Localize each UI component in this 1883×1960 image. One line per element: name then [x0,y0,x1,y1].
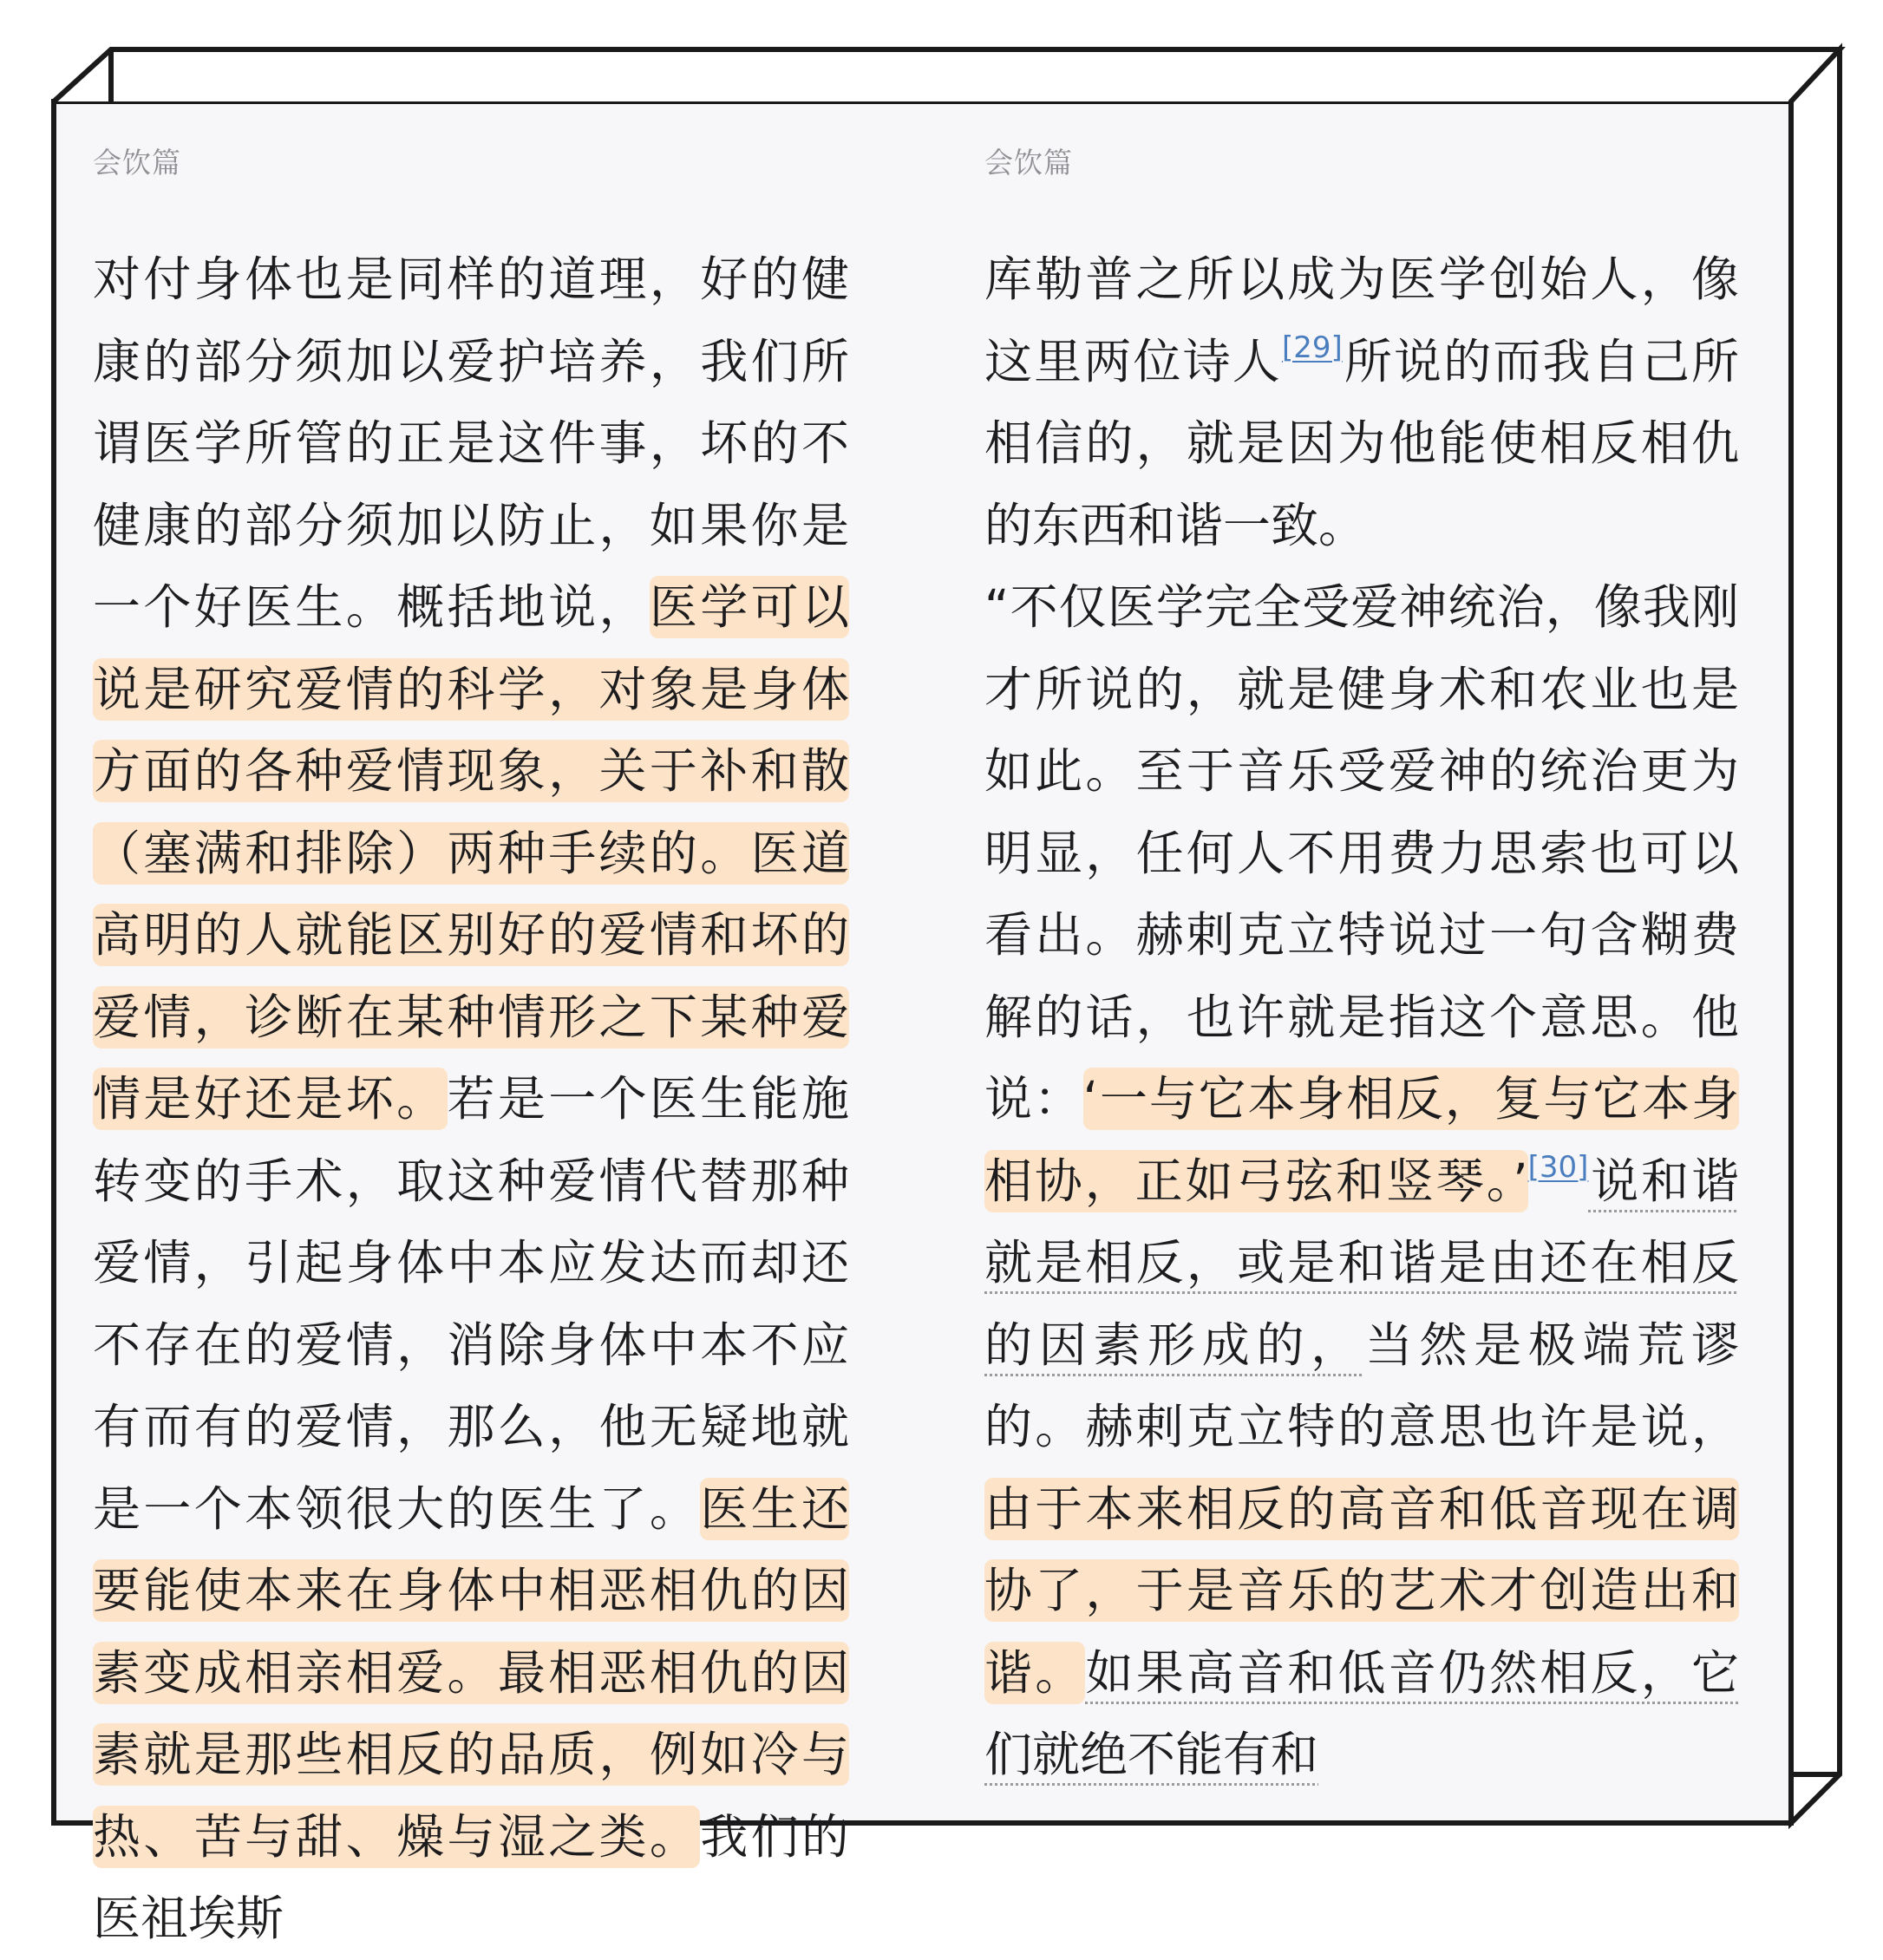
right-page [945,101,1791,1823]
right-edge [1791,49,1840,1823]
body-paragraph [93,238,849,1960]
footnote-link[interactable]: [30] [1527,1149,1589,1185]
underlined-text[interactable]: 如果高音和低音仍然相反，它们就绝不能有和 [984,1644,1739,1782]
running-head: 会饮篇 [93,146,181,180]
left-page [54,101,947,1946]
body-paragraph [984,566,1739,1796]
underlined-text[interactable]: 说和谐就是相反，或是和谐是由还在相反的因素形成的， [984,1153,1739,1373]
text-run: “不仅医学完全受爱神统治，像我刚才所说的，就是健身术和农业也是如此。至于音乐受爱神的统治更为明显，任何人不用费力思索也可以看出。赫剌克立特说过一句含糊费解的话，也许就是指这个意思。他说： [984,579,1739,1127]
highlighted-text[interactable]: 由于本来相反的高音和低音现在调协了，于是音乐的艺术才创造出和谐。 [984,1478,1739,1704]
text-run: 库勒普之所以成为医学创始人，像这里两位诗人 [984,252,1739,389]
body-paragraph [984,238,1739,566]
text-run: 我们的医祖埃斯 [93,1808,849,1946]
highlighted-text[interactable]: 医学可以说是研究爱情的科学，对象是身体方面的各种爱情现象，关于补和散（塞满和排除）两种手续的。医道高明的人就能区别好的爱情和坏的爱情，诊断在某种情形之下某种爱情是好还是坏。 [93,576,849,1130]
text-run: 对付身体也是同样的道理，好的健康的部分须加以爱护培养，我们所谓医学所管的正是这件事，坏的不健康的部分须加以防止，如果你是一个好医生。概括地说， [93,252,849,635]
top-edge [54,49,1840,101]
body-text-column [984,238,1739,1796]
text-run: 若是一个医生能施转变的手术，取这种爱情代替那种爱情，引起身体中本应发达而却还不存在的爱情，消除身体中本不应有而有的爱情，那么，他无疑地就是一个本领很大的医生了。 [93,1071,849,1537]
running-head: 会饮篇 [984,146,1073,180]
text-run: 当然是极端荒谬的。赫剌克立特的意思也许是说， [984,1316,1739,1454]
highlighted-text[interactable]: ‘一与它本身相反，复与它本身相协，正如弓弦和竖琴。’ [984,1068,1739,1212]
highlighted-text[interactable]: 医生还要能使本来在身体中相恶相仇的因素变成相亲相爱。最相恶相仇的因素就是那些相反的品质，例如冷与热、苦与甜、燥与湿之类。 [93,1478,849,1868]
text-run: 所说的而我自己所相信的，就是因为他能使相反相仇的东西和谐一致。 [984,333,1739,553]
footnote-link[interactable]: [29] [1281,330,1343,365]
